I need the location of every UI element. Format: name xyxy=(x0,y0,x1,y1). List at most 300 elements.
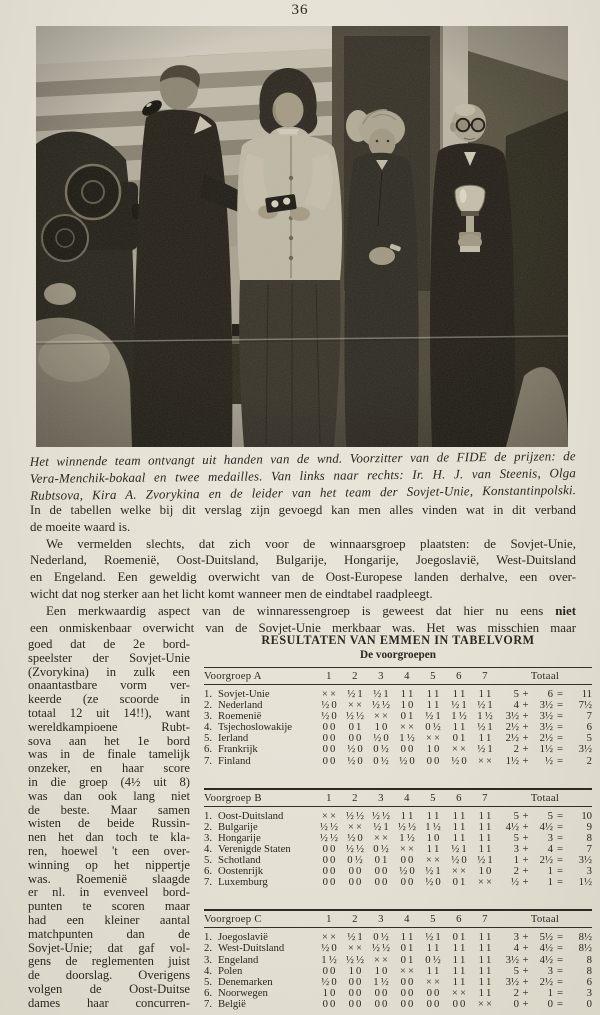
score-cell: 1 1 xyxy=(478,953,492,966)
column-header: 6 xyxy=(456,913,462,926)
total-part: 5½ xyxy=(539,931,553,944)
score-cell: × × xyxy=(399,964,415,977)
total-part: 5 xyxy=(513,809,519,822)
score-cell: ½ 0 xyxy=(373,732,389,745)
country-name: Schotland xyxy=(218,854,261,867)
score-cell: 1 ½ xyxy=(425,820,441,833)
total-part: = xyxy=(556,975,564,988)
score-cell: 0 0 xyxy=(400,986,414,999)
results-section xyxy=(204,634,592,1010)
results-title: RESULTATEN VAN EMMEN IN TABELVORM xyxy=(261,633,535,647)
total-part: + xyxy=(522,865,529,878)
total-part: = xyxy=(556,953,564,966)
score-cell: 1 0 xyxy=(400,699,414,712)
score-cell: 0 1 xyxy=(374,854,388,867)
score-cell: ½ ½ xyxy=(319,820,339,833)
total-part: = xyxy=(556,931,564,944)
score-cell: ½ 0 xyxy=(321,699,337,712)
score-cell: × × xyxy=(477,876,493,889)
score-cell: 1 1 xyxy=(452,809,466,822)
score-cell: ½ 0 xyxy=(399,865,415,878)
column-line: onaantastbare vorm ver- xyxy=(28,678,190,693)
total-part: 1 xyxy=(513,854,519,867)
column-header: 1 xyxy=(326,791,332,804)
page-number: 36 xyxy=(291,2,309,18)
score-cell: 0 0 xyxy=(374,997,388,1010)
total-part: + xyxy=(522,953,529,966)
total-part: 9 xyxy=(586,820,592,833)
score-cell: 1 ½ xyxy=(399,732,415,745)
score-cell: ½ ½ xyxy=(371,942,391,955)
column-header: 5 xyxy=(430,670,436,682)
total-part: 3 xyxy=(547,964,553,977)
column-line: punten te scoren maar xyxy=(28,899,190,914)
total-part: 2 xyxy=(586,754,592,767)
total-part: 2 xyxy=(513,743,519,756)
score-cell: ½ 0 xyxy=(321,710,337,723)
score-cell: 1 ½ xyxy=(451,710,467,723)
total-part: = xyxy=(556,876,564,889)
score-cell: × × xyxy=(373,831,389,844)
total-part: = xyxy=(556,688,564,700)
score-cell: 0 0 xyxy=(322,732,336,745)
score-cell: ½ 0 xyxy=(451,754,467,767)
total-part: + xyxy=(522,831,529,844)
total-part: + xyxy=(522,688,529,700)
score-cell: 1 1 xyxy=(452,688,466,700)
score-cell: ½ ½ xyxy=(345,809,365,822)
score-cell: × × xyxy=(373,710,389,723)
total-part: 5 xyxy=(586,732,592,745)
total-part: + xyxy=(522,986,529,999)
score-cell: 0 ½ xyxy=(373,842,389,855)
row-number: 1. xyxy=(204,688,213,700)
total-part: 1½ xyxy=(539,743,553,756)
score-cell: × × xyxy=(425,975,441,988)
score-cell: ½ 0 xyxy=(425,876,441,889)
score-cell: 0 0 xyxy=(400,975,414,988)
column-header: 5 xyxy=(430,913,436,926)
column-line: onzeker, en haar score xyxy=(28,761,190,776)
table-row xyxy=(204,999,592,1010)
total-part: + xyxy=(522,975,529,988)
total-part: 2 xyxy=(513,986,519,999)
country-name: Joegoslavië xyxy=(218,931,268,944)
total-part: 4 xyxy=(513,942,519,955)
total-part: 0 xyxy=(513,997,519,1010)
table-row xyxy=(204,700,592,711)
total-part: 8 xyxy=(586,953,592,966)
column-header: 7 xyxy=(482,791,488,804)
column-line: gens de reglementen juist xyxy=(28,954,190,969)
total-part: 6 xyxy=(547,688,553,700)
total-cell xyxy=(498,988,592,999)
total-part: 3½ xyxy=(539,699,553,712)
score-cell: ½ 1 xyxy=(451,842,467,855)
column-line: speelster der Sovjet-Unie xyxy=(28,650,190,665)
score-cell: × × xyxy=(451,865,467,878)
score-cell: 1 1 xyxy=(478,688,492,700)
score-cell: × × xyxy=(347,699,363,712)
score-cell: 0 0 xyxy=(348,997,362,1010)
column-line: nen het dan toch te kla- xyxy=(28,830,190,845)
body-line: Nederland, Roemenië, Oost-Duitsland, Bulgarije, Hongarije, Joegoslavië, West-Duitsland xyxy=(30,553,576,568)
total-part: 3 xyxy=(513,842,519,855)
total-part: = xyxy=(556,942,564,955)
score-cell: 0 ½ xyxy=(425,953,441,966)
country-cell xyxy=(204,756,316,767)
total-part: ½ xyxy=(510,876,519,889)
total-part: 4½ xyxy=(539,820,553,833)
score-cell: 1 1 xyxy=(452,964,466,977)
score-cell: 1 1 xyxy=(478,842,492,855)
score-cell: 1 1 xyxy=(426,688,440,700)
total-part: 3½ xyxy=(539,721,553,734)
score-cell: 0 1 xyxy=(452,931,466,944)
column-line: totaal 12 uit 14!!), want xyxy=(28,705,190,720)
score-cell: 0 0 xyxy=(322,854,336,867)
column-line: ren, hoewel 't een over- xyxy=(28,843,190,858)
total-part: = xyxy=(556,710,564,723)
total-part: 5 xyxy=(547,809,553,822)
total-part: = xyxy=(556,820,564,833)
country-name: Sovjet-Unie xyxy=(218,688,270,700)
score-cell: × × xyxy=(425,854,441,867)
score-cell: 1 0 xyxy=(348,964,362,977)
total-part: + xyxy=(522,743,529,756)
total-part: + xyxy=(522,997,529,1010)
total-part: = xyxy=(556,754,564,767)
row-number: 6. xyxy=(204,865,213,878)
score-cell: 0 0 xyxy=(348,876,362,889)
total-part: 5 xyxy=(513,964,519,977)
score-cell: 1 0 xyxy=(322,986,336,999)
group-label: Voorgroep C xyxy=(204,913,262,926)
column-line: er nl. in evenveel bord- xyxy=(28,885,190,900)
score-cell: 0 0 xyxy=(374,876,388,889)
row-number: 7. xyxy=(204,997,213,1010)
country-name: Hongarije xyxy=(218,831,261,844)
totaal-header: Totaal xyxy=(530,670,560,682)
country-name: Finland xyxy=(218,754,251,767)
total-part: + xyxy=(522,942,529,955)
total-part: 3 xyxy=(586,865,592,878)
total-part: + xyxy=(522,842,529,855)
total-cell xyxy=(498,822,592,833)
score-cell: 0 0 xyxy=(400,743,414,756)
country-name: West-Duitsland xyxy=(218,942,285,955)
score-cell: 1 0 xyxy=(426,831,440,844)
score-cell: 1 1 xyxy=(426,964,440,977)
score-cell: 1 ½ xyxy=(477,710,493,723)
column-header: 4 xyxy=(404,791,410,804)
score-cell: 1 1 xyxy=(478,732,492,745)
table-row xyxy=(204,955,592,966)
total-part: 2½ xyxy=(505,732,519,745)
total-cell xyxy=(498,744,592,755)
table-rows xyxy=(204,807,592,889)
score-cell: 0 0 xyxy=(426,754,440,767)
row-number: 2. xyxy=(204,699,213,712)
total-part: 5 xyxy=(513,688,519,700)
total-part: 7 xyxy=(586,710,592,723)
total-part: 3½ xyxy=(505,975,519,988)
score-cell: 1 1 xyxy=(452,953,466,966)
score-cell: 0 0 xyxy=(426,997,440,1010)
score-cell: ½ 1 xyxy=(373,688,389,700)
row-number: 3. xyxy=(204,953,213,966)
row-number: 2. xyxy=(204,942,213,955)
country-name: Frankrijk xyxy=(218,743,258,756)
total-part: + xyxy=(522,876,529,889)
table-row xyxy=(204,988,592,999)
column-header: 4 xyxy=(404,670,410,682)
total-part: 1 xyxy=(547,986,553,999)
score-cell: 0 0 xyxy=(348,986,362,999)
total-part: + xyxy=(522,964,529,977)
total-part: = xyxy=(556,986,564,999)
score-cell: 0 0 xyxy=(348,865,362,878)
score-cell: 1 1 xyxy=(452,831,466,844)
column-line: goed dat de 2e bord- xyxy=(28,637,190,651)
column-header: 1 xyxy=(326,913,332,926)
score-cell: 1 ½ xyxy=(399,831,415,844)
total-part: + xyxy=(522,732,529,745)
score-cell: 1 1 xyxy=(478,975,492,988)
row-number: 3. xyxy=(204,710,213,723)
total-cell xyxy=(498,833,592,844)
score-cell: 0 0 xyxy=(400,854,414,867)
total-part: + xyxy=(522,809,529,822)
total-part: 6 xyxy=(586,721,592,734)
total-cell xyxy=(498,855,592,866)
country-name: Ierland xyxy=(218,732,249,745)
totaal-header: Totaal xyxy=(530,791,560,804)
column-line: de beste. Maar samen xyxy=(28,802,190,817)
total-part: 4½ xyxy=(505,820,519,833)
total-part: 0 xyxy=(547,997,553,1010)
column-line: sova aan het 1e bord xyxy=(28,733,190,748)
row-number: 7. xyxy=(204,876,213,889)
body-line: een onmiskenbaar overwicht van de Sovjet-Unie merkbaar was. Het was misschien maar xyxy=(30,620,576,635)
total-part: 8½ xyxy=(578,942,592,955)
score-cell: 1 1 xyxy=(452,820,466,833)
photo-caption xyxy=(30,448,577,504)
body-line: de moeite waard is. xyxy=(30,519,131,534)
total-part: 7½ xyxy=(578,699,592,712)
table-rows xyxy=(204,928,592,1010)
score-cell: 1 ½ xyxy=(321,953,337,966)
total-cell xyxy=(498,943,592,954)
score-cell: 0 0 xyxy=(348,732,362,745)
score-cell: 0 0 xyxy=(426,986,440,999)
score-cell: 1 1 xyxy=(400,931,414,944)
table-row xyxy=(204,722,592,733)
country-name: Verenigde Staten xyxy=(218,842,291,855)
row-number: 1. xyxy=(204,809,213,822)
total-part: = xyxy=(556,721,564,734)
row-number: 5. xyxy=(204,975,213,988)
score-cell: ½ 1 xyxy=(451,699,467,712)
score-cell: ½ ½ xyxy=(345,953,365,966)
total-part: = xyxy=(556,865,564,878)
country-cell xyxy=(204,999,316,1010)
body-line: In de tabellen welke bij dit verslag zijn gevoegd kan men alles vinden wat in dit verband xyxy=(30,503,576,517)
total-part: 3½ xyxy=(578,743,592,756)
column-line: wereldkampioene Rubt- xyxy=(28,719,190,734)
table-row xyxy=(204,756,592,767)
column-header: 7 xyxy=(482,913,488,926)
column-line: de doorslag. Overigens xyxy=(28,968,190,983)
row-number: 6. xyxy=(204,743,213,756)
body-line: Een merkwaardig aspect van de winnaressengroep is geweest dat hier nu eens niet xyxy=(46,603,576,618)
row-number: 4. xyxy=(204,964,213,977)
total-part: 3 xyxy=(547,831,553,844)
table-row xyxy=(204,822,592,833)
score-cell: 0 ½ xyxy=(373,743,389,756)
row-number: 3. xyxy=(204,831,213,844)
score-cell: 0 0 xyxy=(452,997,466,1010)
score-cell: × × xyxy=(321,688,337,700)
country-name: Luxemburg xyxy=(218,876,268,889)
caption-line: Het winnende team ontvangt uit handen van de wnd. Voorzitter van de FIDE de prijzen: de xyxy=(29,449,576,469)
total-cell xyxy=(498,999,592,1010)
column-header: 2 xyxy=(352,913,358,926)
score-cell: 0 0 xyxy=(322,997,336,1010)
score-cell: ½ ½ xyxy=(397,820,417,833)
total-part: ½ xyxy=(544,754,553,767)
total-part: 11 xyxy=(581,688,592,700)
total-part: + xyxy=(522,699,529,712)
score-cell: 1 1 xyxy=(426,699,440,712)
total-part: = xyxy=(556,854,564,867)
score-cell: ½ 0 xyxy=(451,854,467,867)
score-cell: 0 0 xyxy=(400,876,414,889)
score-cell: ½ 1 xyxy=(477,743,493,756)
score-cell: 0 0 xyxy=(322,754,336,767)
score-cell: × × xyxy=(399,842,415,855)
column-header: 5 xyxy=(430,791,436,804)
score-cell: 1 1 xyxy=(452,721,466,734)
total-part: = xyxy=(556,997,564,1010)
column-line: in die groep (4½ uit 8) xyxy=(28,774,190,789)
score-cell: ½ 1 xyxy=(425,865,441,878)
column-header: 6 xyxy=(456,791,462,804)
total-part: + xyxy=(522,710,529,723)
total-part: 2½ xyxy=(539,975,553,988)
country-name: Engeland xyxy=(218,953,259,966)
score-cell: × × xyxy=(399,721,415,734)
row-number: 5. xyxy=(204,732,213,745)
score-cell: 1 1 xyxy=(452,942,466,955)
score-cell: ½ 0 xyxy=(399,754,415,767)
score-cell: 0 ½ xyxy=(373,754,389,767)
country-name: Denemarken xyxy=(218,975,273,988)
score-cell: ½ 0 xyxy=(347,754,363,767)
total-part: 5 xyxy=(513,831,519,844)
total-part: 1 xyxy=(547,865,553,878)
score-cell: 0 0 xyxy=(322,865,336,878)
row-number: 7. xyxy=(204,754,213,767)
total-part: 4½ xyxy=(539,953,553,966)
row-number: 1. xyxy=(204,931,213,944)
total-part: 2½ xyxy=(539,854,553,867)
score-cell: 0 1 xyxy=(400,942,414,955)
score-cell: 1 1 xyxy=(478,986,492,999)
column-line: was. Roemenië slaagde xyxy=(28,871,190,886)
total-part: 4 xyxy=(513,699,519,712)
country-cell xyxy=(204,877,316,888)
table-row xyxy=(204,844,592,855)
table-row xyxy=(204,943,592,954)
score-cell: 1 0 xyxy=(426,743,440,756)
column-line: had een kleiner aantal xyxy=(28,912,190,927)
total-part: + xyxy=(522,854,529,867)
total-part: 4 xyxy=(547,842,553,855)
score-cell: × × xyxy=(321,809,337,822)
score-cell: 1 1 xyxy=(426,942,440,955)
column-line: was in de finale tamelijk xyxy=(28,747,190,762)
score-cell: ½ 1 xyxy=(425,931,441,944)
country-name: Tsjechoslowakije xyxy=(218,721,293,734)
score-cell: ½ ½ xyxy=(345,842,365,855)
total-part: 8 xyxy=(586,831,592,844)
paragraph xyxy=(30,603,576,637)
score-cell: 0 0 xyxy=(322,842,336,855)
score-cell: ½ 0 xyxy=(321,975,337,988)
score-cell: 1 1 xyxy=(478,931,492,944)
total-part: 3½ xyxy=(505,953,519,966)
total-part: 2 xyxy=(513,865,519,878)
group-label: Voorgroep B xyxy=(204,791,262,804)
country-name: Oostenrijk xyxy=(218,865,264,878)
score-cell: ½ 1 xyxy=(477,854,493,867)
total-part: + xyxy=(522,931,529,944)
column-header: 2 xyxy=(352,670,358,682)
score-cell: 1 ½ xyxy=(373,975,389,988)
caption-line: Vera-Menchik-bokaal en twee medailles. Van links naar rechts: Ir. H. J. van Steenis, Olga xyxy=(29,466,577,486)
score-cell: 1 0 xyxy=(374,964,388,977)
total-part: 1½ xyxy=(505,754,519,767)
total-cell xyxy=(498,877,592,888)
score-cell: 1 1 xyxy=(426,809,440,822)
score-cell: × × xyxy=(373,953,389,966)
column-line: winning op het nippertje xyxy=(28,857,190,872)
total-part: 0 xyxy=(586,997,592,1010)
score-cell: 0 ½ xyxy=(425,721,441,734)
results-subtitle: De voorgroepen xyxy=(360,649,436,661)
score-cell: ½ ½ xyxy=(371,809,391,822)
column-line: volgen de Oost-Duitse xyxy=(28,981,190,996)
column-header: 6 xyxy=(456,670,462,682)
total-part: = xyxy=(556,809,564,822)
table-row xyxy=(204,877,592,888)
column-header: 2 xyxy=(352,791,358,804)
total-part: 10 xyxy=(581,809,592,822)
paragraph xyxy=(30,536,576,603)
score-cell: ½ 1 xyxy=(347,931,363,944)
country-name: Bulgarije xyxy=(218,820,258,833)
score-cell: ½ 0 xyxy=(321,942,337,955)
score-cell: 1 1 xyxy=(478,820,492,833)
total-cell xyxy=(498,977,592,988)
column-line: dames haar concurren- xyxy=(28,995,190,1010)
table-header-row xyxy=(204,911,592,928)
country-name: Noorwegen xyxy=(218,986,268,999)
score-cell: 0 1 xyxy=(400,953,414,966)
total-part: = xyxy=(556,964,564,977)
score-cell: 0 0 xyxy=(374,986,388,999)
